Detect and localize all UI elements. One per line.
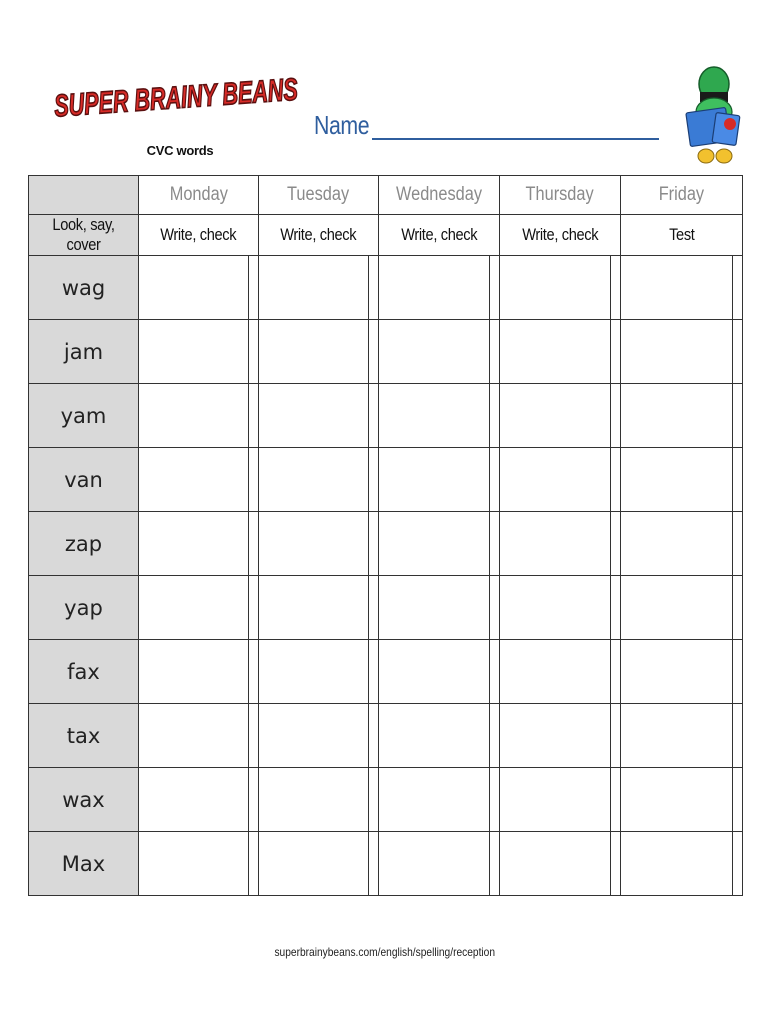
write-cell[interactable] xyxy=(259,576,379,640)
spelling-word: fax xyxy=(29,640,139,704)
write-space xyxy=(500,256,611,319)
write-cell-area xyxy=(500,704,620,767)
check-margin xyxy=(369,384,378,447)
write-cell[interactable] xyxy=(139,576,259,640)
check-margin xyxy=(490,320,499,383)
instruction-thursday xyxy=(500,215,621,256)
write-cell[interactable] xyxy=(500,512,621,576)
check-margin xyxy=(369,512,378,575)
check-margin xyxy=(733,256,742,319)
write-cell[interactable] xyxy=(139,640,259,704)
write-cell-area xyxy=(500,768,620,831)
check-margin xyxy=(611,832,620,895)
write-cell-area xyxy=(139,448,258,511)
day-wednesday xyxy=(379,176,500,215)
day-label: Tuesday xyxy=(287,184,350,205)
word-row xyxy=(29,320,743,384)
write-cell-area xyxy=(259,768,378,831)
instruction-label: Test xyxy=(668,225,695,244)
check-margin xyxy=(490,640,499,703)
write-space xyxy=(621,832,733,895)
write-cell[interactable] xyxy=(259,832,379,896)
write-space xyxy=(259,832,369,895)
name-line[interactable] xyxy=(372,138,659,140)
write-space xyxy=(259,640,369,703)
write-cell[interactable] xyxy=(139,384,259,448)
write-cell[interactable] xyxy=(500,256,621,320)
write-space xyxy=(500,576,611,639)
write-space xyxy=(139,640,249,703)
word-row xyxy=(29,832,743,896)
write-cell[interactable] xyxy=(379,384,500,448)
write-cell[interactable] xyxy=(500,320,621,384)
word-row xyxy=(29,768,743,832)
check-margin xyxy=(490,832,499,895)
svg-text:SUPER BRAINY BEANS: SUPER BRAINY BEANS xyxy=(53,64,304,124)
check-margin xyxy=(369,576,378,639)
write-space xyxy=(379,768,490,831)
write-space xyxy=(379,640,490,703)
day-header-row xyxy=(29,176,743,215)
write-cell[interactable] xyxy=(621,448,743,512)
word-rows xyxy=(29,256,743,896)
write-cell-area xyxy=(139,320,258,383)
check-margin xyxy=(369,320,378,383)
write-space xyxy=(259,320,369,383)
check-margin xyxy=(249,704,258,767)
day-monday xyxy=(139,176,259,215)
write-cell-area xyxy=(621,576,742,639)
write-space xyxy=(139,256,249,319)
write-cell[interactable] xyxy=(500,576,621,640)
spelling-word: wax xyxy=(29,768,139,832)
write-cell[interactable] xyxy=(621,640,743,704)
write-cell-area xyxy=(259,320,378,383)
check-margin xyxy=(611,512,620,575)
write-cell[interactable] xyxy=(259,320,379,384)
write-space xyxy=(139,832,249,895)
write-space xyxy=(139,384,249,447)
write-cell[interactable] xyxy=(139,320,259,384)
write-space xyxy=(500,704,611,767)
word-row xyxy=(29,704,743,768)
word-row xyxy=(29,640,743,704)
check-margin xyxy=(611,704,620,767)
write-space xyxy=(139,768,249,831)
check-margin xyxy=(249,640,258,703)
spelling-word: wag xyxy=(29,256,139,320)
write-cell-area xyxy=(259,576,378,639)
write-space xyxy=(379,256,490,319)
write-space xyxy=(379,448,490,511)
write-space xyxy=(621,768,733,831)
write-cell[interactable] xyxy=(139,448,259,512)
write-cell-area xyxy=(139,768,258,831)
write-cell-area xyxy=(139,384,258,447)
write-cell-area xyxy=(621,640,742,703)
write-space xyxy=(379,512,490,575)
write-space xyxy=(500,768,611,831)
day-label: Friday xyxy=(658,184,705,205)
write-cell-area xyxy=(621,768,742,831)
write-cell-area xyxy=(500,512,620,575)
write-cell-area xyxy=(379,640,499,703)
write-space xyxy=(379,576,490,639)
spelling-word: zap xyxy=(29,512,139,576)
write-cell[interactable] xyxy=(621,320,743,384)
write-cell-area xyxy=(500,448,620,511)
write-space xyxy=(259,704,369,767)
day-tuesday xyxy=(259,176,379,215)
write-cell-area xyxy=(259,640,378,703)
word-row xyxy=(29,512,743,576)
word-row xyxy=(29,256,743,320)
word-row xyxy=(29,448,743,512)
instruction-label: Write, check xyxy=(400,225,478,244)
write-space xyxy=(621,640,733,703)
instruction-tuesday xyxy=(259,215,379,256)
check-margin xyxy=(611,448,620,511)
write-cell-area xyxy=(500,640,620,703)
write-cell-area xyxy=(621,384,742,447)
write-cell-area xyxy=(139,704,258,767)
write-space xyxy=(259,576,369,639)
write-cell-area xyxy=(139,576,258,639)
check-margin xyxy=(611,384,620,447)
write-space xyxy=(621,448,733,511)
write-cell[interactable] xyxy=(621,256,743,320)
write-space xyxy=(379,384,490,447)
check-margin xyxy=(611,768,620,831)
write-space xyxy=(379,704,490,767)
write-cell-area xyxy=(379,832,499,895)
look-say-cover-header xyxy=(29,215,139,256)
instruction-label: Write, check xyxy=(280,225,357,244)
instruction-monday xyxy=(139,215,259,256)
check-margin xyxy=(733,704,742,767)
write-cell[interactable] xyxy=(139,512,259,576)
check-margin xyxy=(611,320,620,383)
check-margin xyxy=(490,768,499,831)
header-label: Look, say, cover xyxy=(52,215,115,254)
write-space xyxy=(621,320,733,383)
write-cell[interactable] xyxy=(379,576,500,640)
write-cell-area xyxy=(379,768,499,831)
instruction-label: Write, check xyxy=(521,225,599,244)
write-space xyxy=(500,512,611,575)
write-cell-area xyxy=(621,704,742,767)
write-cell-area xyxy=(621,512,742,575)
check-margin xyxy=(611,256,620,319)
write-cell[interactable] xyxy=(379,512,500,576)
instruction-friday xyxy=(621,215,743,256)
spelling-word: van xyxy=(29,448,139,512)
spelling-word: tax xyxy=(29,704,139,768)
write-cell[interactable] xyxy=(139,704,259,768)
check-margin xyxy=(490,704,499,767)
write-space xyxy=(139,320,249,383)
write-space xyxy=(379,832,490,895)
write-cell-area xyxy=(500,256,620,319)
brand-logo xyxy=(48,58,304,138)
write-cell[interactable] xyxy=(379,256,500,320)
write-cell[interactable] xyxy=(259,256,379,320)
write-cell[interactable] xyxy=(621,512,743,576)
check-margin xyxy=(249,768,258,831)
write-cell[interactable] xyxy=(500,640,621,704)
worksheet-subtitle: CVC words xyxy=(146,143,214,158)
write-space xyxy=(259,256,369,319)
check-margin xyxy=(490,384,499,447)
write-space xyxy=(621,704,733,767)
check-margin xyxy=(490,576,499,639)
footer-url xyxy=(0,945,770,959)
write-cell[interactable] xyxy=(621,576,743,640)
write-cell-area xyxy=(379,512,499,575)
write-space xyxy=(500,832,611,895)
write-space xyxy=(621,256,733,319)
check-margin xyxy=(249,384,258,447)
instruction-header-row xyxy=(29,215,743,256)
write-cell[interactable] xyxy=(259,448,379,512)
check-margin xyxy=(733,640,742,703)
write-space xyxy=(139,576,249,639)
write-cell-area xyxy=(500,320,620,383)
check-margin xyxy=(490,448,499,511)
word-row xyxy=(29,384,743,448)
write-space xyxy=(500,320,611,383)
instruction-label: Write, check xyxy=(160,225,237,244)
day-label: Thursday xyxy=(525,184,595,205)
write-cell-area xyxy=(259,512,378,575)
write-space xyxy=(259,448,369,511)
write-cell-area xyxy=(379,576,499,639)
spelling-table xyxy=(28,175,743,896)
write-space xyxy=(621,512,733,575)
check-margin xyxy=(369,256,378,319)
write-cell-area xyxy=(500,384,620,447)
check-margin xyxy=(369,768,378,831)
write-cell[interactable] xyxy=(500,704,621,768)
write-cell[interactable] xyxy=(259,512,379,576)
write-cell-area xyxy=(259,704,378,767)
spelling-word: yap xyxy=(29,576,139,640)
write-cell-area xyxy=(500,576,620,639)
write-cell[interactable] xyxy=(621,832,743,896)
write-space xyxy=(139,704,249,767)
write-cell[interactable] xyxy=(379,640,500,704)
write-cell[interactable] xyxy=(500,448,621,512)
write-cell[interactable] xyxy=(621,384,743,448)
write-space xyxy=(139,448,249,511)
write-cell-area xyxy=(379,320,499,383)
check-margin xyxy=(249,512,258,575)
check-margin xyxy=(733,768,742,831)
day-friday xyxy=(621,176,743,215)
check-margin xyxy=(611,640,620,703)
write-cell[interactable] xyxy=(621,768,743,832)
write-cell-area xyxy=(139,256,258,319)
write-cell[interactable] xyxy=(379,832,500,896)
write-cell[interactable] xyxy=(259,640,379,704)
write-cell-area xyxy=(139,832,258,895)
check-margin xyxy=(733,576,742,639)
write-space xyxy=(379,320,490,383)
check-margin xyxy=(733,384,742,447)
write-cell[interactable] xyxy=(500,768,621,832)
spelling-word: yam xyxy=(29,384,139,448)
write-cell-area xyxy=(379,448,499,511)
write-cell[interactable] xyxy=(500,384,621,448)
write-cell-area xyxy=(379,384,499,447)
instruction-wednesday xyxy=(379,215,500,256)
write-cell-area xyxy=(259,256,378,319)
check-margin xyxy=(249,320,258,383)
write-cell-area xyxy=(621,256,742,319)
write-space xyxy=(500,384,611,447)
name-label: Name xyxy=(314,110,370,140)
write-space xyxy=(500,448,611,511)
write-cell[interactable] xyxy=(379,704,500,768)
write-space xyxy=(259,384,369,447)
spelling-word: jam xyxy=(29,320,139,384)
check-margin xyxy=(611,576,620,639)
check-margin xyxy=(369,832,378,895)
write-cell-area xyxy=(259,448,378,511)
write-cell-area xyxy=(621,448,742,511)
day-thursday xyxy=(500,176,621,215)
write-cell[interactable] xyxy=(379,448,500,512)
check-margin xyxy=(249,448,258,511)
write-space xyxy=(621,576,733,639)
write-cell[interactable] xyxy=(259,384,379,448)
check-margin xyxy=(490,512,499,575)
bean-mascot-reading-icon xyxy=(684,62,744,166)
word-row xyxy=(29,576,743,640)
write-cell-area xyxy=(621,832,742,895)
check-margin xyxy=(369,704,378,767)
check-margin xyxy=(733,448,742,511)
write-cell-area xyxy=(500,832,620,895)
write-cell-area xyxy=(259,832,378,895)
write-cell-area xyxy=(621,320,742,383)
write-cell[interactable] xyxy=(139,832,259,896)
write-cell[interactable] xyxy=(259,768,379,832)
write-cell-area xyxy=(139,640,258,703)
day-label: Wednesday xyxy=(396,184,482,205)
footer-url-text: superbrainybeans.com/english/spelling/reception xyxy=(274,945,496,959)
write-cell[interactable] xyxy=(621,704,743,768)
spelling-word: Max xyxy=(29,832,139,896)
write-cell-area xyxy=(379,256,499,319)
write-cell[interactable] xyxy=(259,704,379,768)
check-margin xyxy=(369,640,378,703)
write-cell-area xyxy=(259,384,378,447)
check-margin xyxy=(249,832,258,895)
corner-cell xyxy=(29,176,139,215)
write-cell[interactable] xyxy=(500,832,621,896)
write-cell[interactable] xyxy=(139,256,259,320)
check-margin xyxy=(249,576,258,639)
write-space xyxy=(621,384,733,447)
write-cell-area xyxy=(139,512,258,575)
check-margin xyxy=(733,832,742,895)
write-cell[interactable] xyxy=(139,768,259,832)
check-margin xyxy=(249,256,258,319)
write-space xyxy=(500,640,611,703)
write-cell[interactable] xyxy=(379,320,500,384)
check-margin xyxy=(733,320,742,383)
write-space xyxy=(259,512,369,575)
check-margin xyxy=(369,448,378,511)
write-space xyxy=(139,512,249,575)
write-cell[interactable] xyxy=(379,768,500,832)
write-space xyxy=(259,768,369,831)
write-cell-area xyxy=(379,704,499,767)
check-margin xyxy=(490,256,499,319)
day-label: Monday xyxy=(169,184,228,205)
check-margin xyxy=(733,512,742,575)
